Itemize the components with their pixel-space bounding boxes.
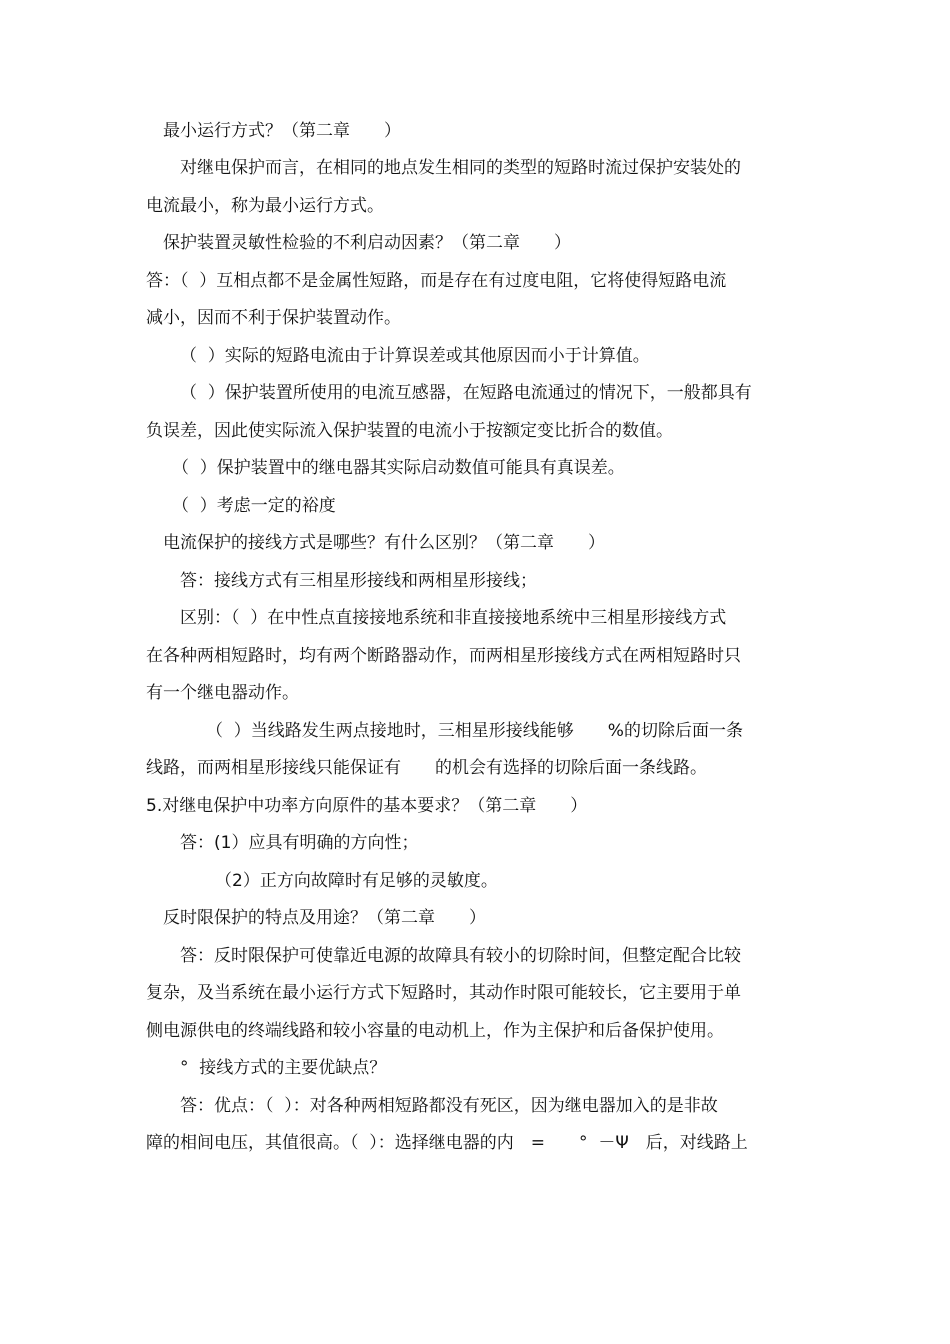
text-line-18: 线路，而两相星形接线只能保证有 的机会有选择的切除后面一条线路。: [146, 758, 707, 778]
text-line-20: 答：(1）应具有明确的方向性；: [180, 833, 419, 853]
text-line-1: 最小运行方式？（第二章 ）: [163, 121, 401, 141]
text-line-22: 反时限保护的特点及用途？（第二章 ）: [163, 908, 486, 928]
text-line-25: 侧电源供电的终端线路和较小容量的电动机上，作为主保护和后备保护使用。: [146, 1021, 724, 1041]
text-line-4: 保护装置灵敏性检验的不利启动因素？（第二章 ）: [163, 233, 571, 253]
text-line-15: 在各种两相短路时，均有两个断路器动作，而两相星形接线方式在两相短路时只: [146, 646, 741, 666]
text-line-19: 5.对继电保护中功率方向原件的基本要求？（第二章 ）: [146, 796, 588, 816]
text-line-6: 减小，因而不利于保护装置动作。: [146, 308, 401, 328]
text-line-24: 复杂，及当系统在最小运行方式下短路时，其动作时限可能较长，它主要用于单: [146, 983, 741, 1003]
text-line-11: （ ）考虑一定的裕度: [172, 496, 336, 516]
text-line-28: 障的相间电压，其值很高。（ ）：选择继电器的内 = ° －Ψ 后，对线路上: [146, 1133, 748, 1153]
text-line-7: （ ）实际的短路电流由于计算误差或其他原因而小于计算值。: [180, 346, 650, 366]
text-line-26: ° 接线方式的主要优缺点？: [180, 1058, 387, 1078]
text-line-27: 答：优点：（ ）：对各种两相短路都没有死区，因为继电器加入的是非故: [180, 1096, 718, 1116]
text-line-9: 负误差，因此使实际流入保护装置的电流小于按额定变比折合的数值。: [146, 421, 673, 441]
text-line-14: 区别：（ ）在中性点直接接地系统和非直接接地系统中三相星形接线方式: [180, 608, 727, 628]
text-line-23: 答：反时限保护可使靠近电源的故障具有较小的切除时间，但整定配合比较: [180, 946, 741, 966]
text-line-2: 对继电保护而言，在相同的地点发生相同的类型的短路时流过保护安装处的: [180, 158, 741, 178]
text-line-17: （ ）当线路发生两点接地时，三相星形接线能够 %的切除后面一条: [206, 721, 743, 741]
text-line-10: （ ）保护装置中的继电器其实际启动数值可能具有真误差。: [172, 458, 625, 478]
text-line-3: 电流最小，称为最小运行方式。: [146, 196, 384, 216]
text-line-12: 电流保护的接线方式是哪些？有什么区别？（第二章 ）: [163, 533, 605, 553]
text-line-21: （2）正方向故障时有足够的灵敏度。: [215, 871, 498, 891]
text-line-16: 有一个继电器动作。: [146, 683, 299, 703]
text-line-5: 答：（ ）互相点都不是金属性短路，而是存在有过度电阻，它将使得短路电流: [146, 271, 727, 291]
text-line-8: （ ）保护装置所使用的电流互感器，在短路电流通过的情况下，一般都具有: [180, 383, 752, 403]
text-line-13: 答：接线方式有三相星形接线和两相星形接线；: [180, 571, 537, 591]
